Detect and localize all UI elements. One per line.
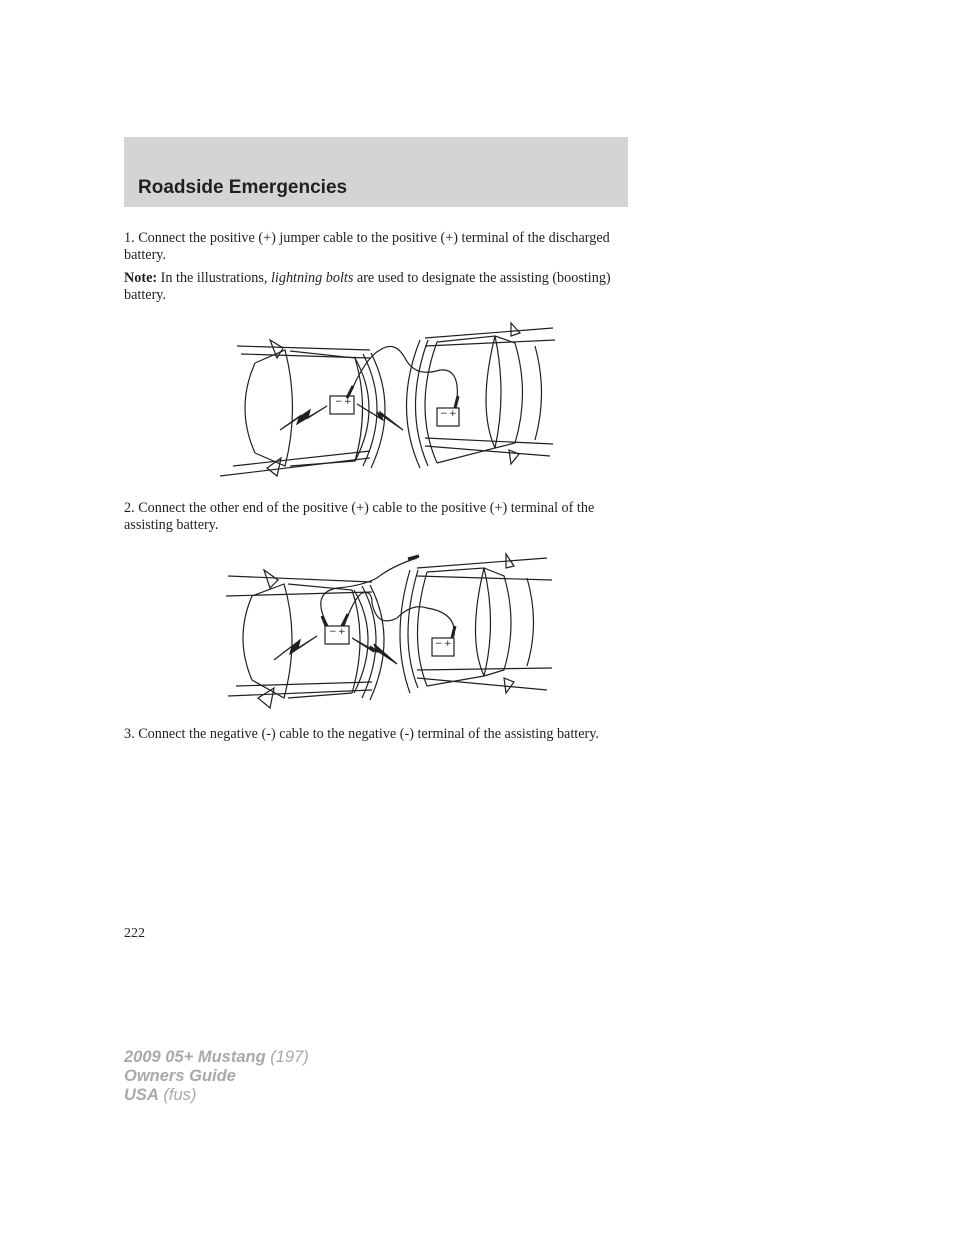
footer-market: USA [124,1086,159,1104]
assisting-battery-icon [437,408,459,426]
positive-jumper-cable [344,592,454,636]
page-number: 222 [124,926,145,941]
assisting-battery-icon [432,638,454,656]
footer-market-code: (fus) [158,1086,197,1104]
note-text-after: are used to designate the assisting (boosting) battery. [124,270,611,303]
assisting-car-outline [400,554,552,693]
battery-minus-label: − [335,397,343,407]
battery-plus-label: + [344,397,352,407]
jumper-cable-illustration-2 [222,548,557,710]
discharged-car-outline [220,340,385,476]
lightning-bolt-icon [357,404,403,430]
step-1-text: 1. Connect the positive (+) jumper cable to the positive (+) terminal of the discharged battery. [124,230,610,263]
battery-minus-label: − [440,409,448,419]
footer-line-1 [124,1048,309,1067]
footer-model-code: (197) [265,1048,309,1066]
discharged-battery-icon [330,396,354,414]
battery-minus-label: − [435,639,443,649]
cable-clamp [452,626,455,638]
document-footer [124,1048,309,1105]
jumper-cable-illustration-1 [215,318,560,483]
assisting-car-outline [407,323,556,468]
battery-plus-label: + [338,627,346,637]
cable-clamp [408,556,419,559]
note-text-before: In the illustrations, [157,270,271,286]
lightning-bolt-icon [280,406,327,430]
discharged-battery-icon [325,626,349,644]
positive-jumper-cable [349,346,457,400]
footer-line-3 [124,1086,309,1105]
lightning-bolt-icon [274,636,317,660]
battery-plus-label: + [444,639,452,649]
footer-model: 2009 05+ Mustang [124,1048,266,1066]
section-header-bar [124,137,628,207]
note-label: Note: [124,270,158,286]
section-title: Roadside Emergencies [138,177,348,198]
cable-clamp [455,396,458,408]
note-emphasis: lightning bolts [270,270,354,286]
step-2-text: 2. Connect the other end of the positive (+) cable to the positive (+) terminal of the assisting battery. [124,500,595,533]
battery-minus-label: − [329,627,337,637]
cable-clamp [322,616,326,626]
footer-line-2 [124,1067,309,1086]
step-3-text: 3. Connect the negative (-) cable to the negative (-) terminal of the assisting battery. [124,726,599,742]
discharged-car-outline [226,570,384,708]
note-paragraph [124,270,624,303]
battery-plus-label: + [449,409,457,419]
footer-guide-title: Owners Guide [124,1067,236,1085]
